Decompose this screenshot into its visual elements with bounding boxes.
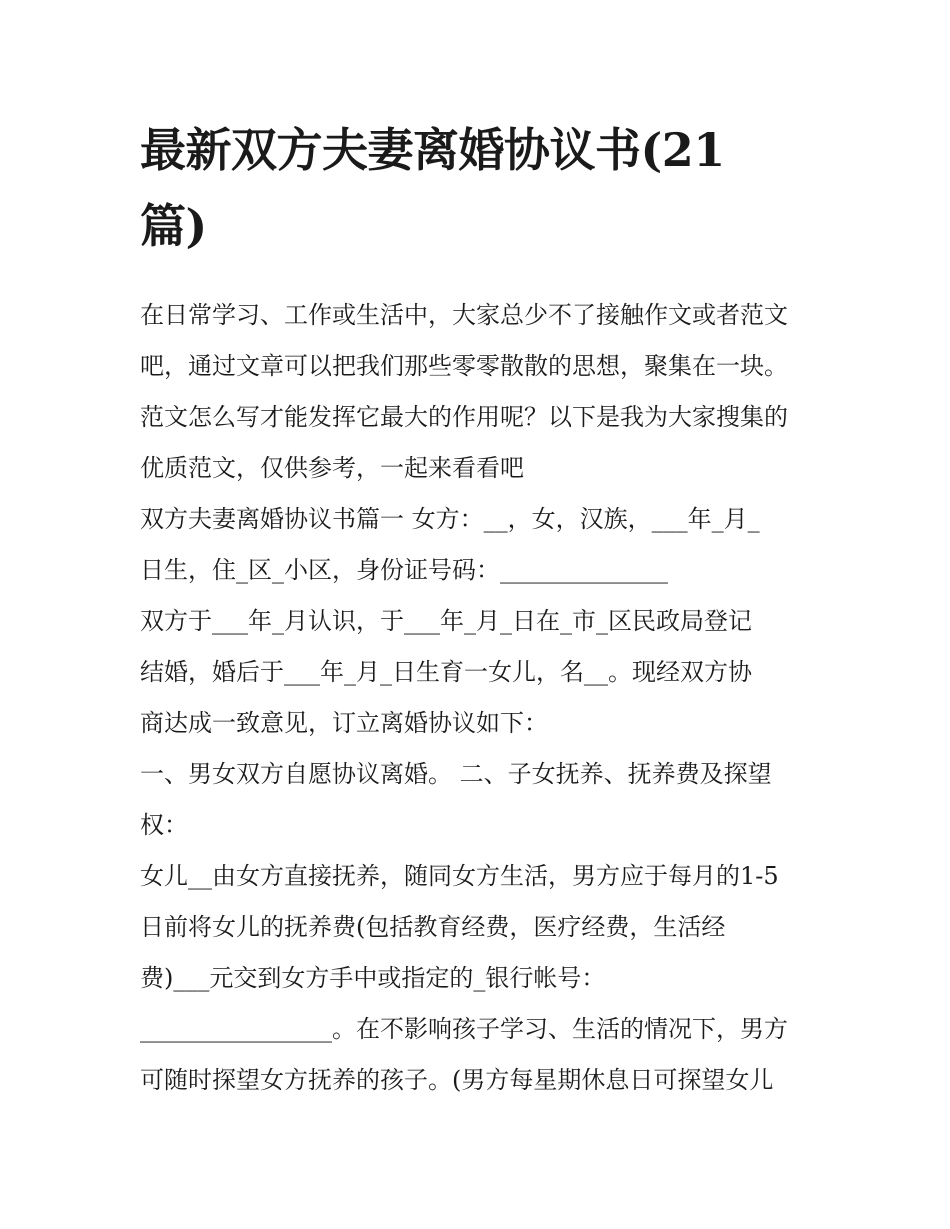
child-support-paragraph: 女儿__由女方直接抚养，随同女方生活，男方应于每月的1-5 日前将女儿的抚养费(包括教育经费，医疗经费，生活经 费)___元交到女方手中或指定的_银行帐号： ________________。在不影响孩子学习、生活的情况下，男方 可随时探望女方抚养的孩子。(男方每星期休息日可探望女儿 (140, 862, 788, 1094)
intro-paragraph: 在日常学习、工作或生活中，大家总少不了接触作文或者范文 吧，通过文章可以把我们那些零零散散的思想，聚集在一块。 范文怎么写才能发挥它最大的作用呢？以下是我为大家搜集的 优质范文，仅供参考，一起来看看吧 (140, 301, 788, 482)
clause-one-paragraph: 一、男女双方自愿协议离婚。 二、子女抚养、抚养费及探望 权： (140, 760, 772, 839)
document-title: 最新双方夫妻离婚协议书(21 篇) (140, 123, 725, 253)
marriage-paragraph: 双方于___年_月认识，于___年_月_日在_市_区民政局登记 结婚，婚后于___年_月_日生育一女儿，名__。现经双方协 商达成一致意见，订立离婚协议如下： (140, 607, 752, 737)
parties-paragraph: 双方夫妻离婚协议书篇一 女方：__，女，汉族，___年_月_ 日生，住_区_小区，身份证号码：______________ (140, 505, 760, 584)
document-body (140, 112, 815, 1106)
